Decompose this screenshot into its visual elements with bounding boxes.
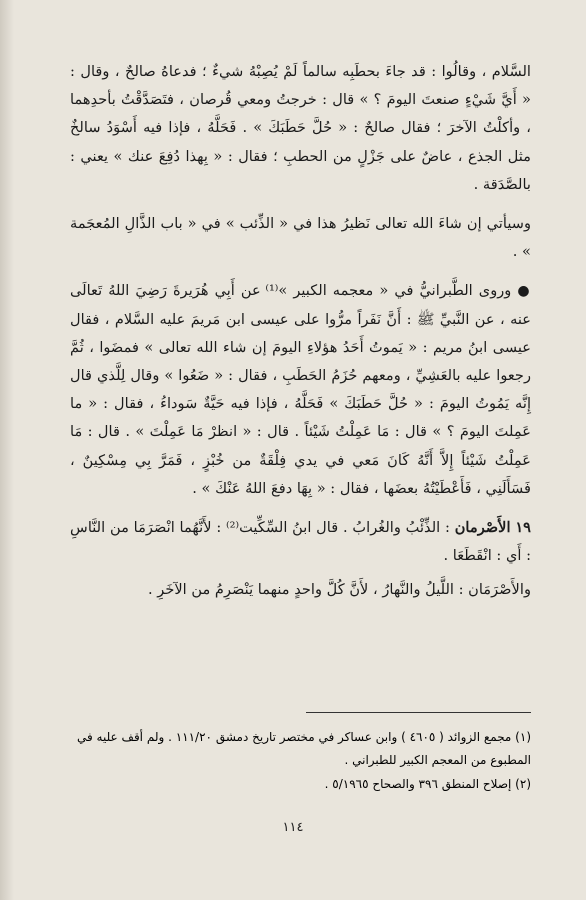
entry-text: : الذِّئْبُ والغُرابُ . قال ابنُ السِّكِّيت⁽²⁾ : لأَنَّهُما انْصَرَمَا من النَّاسِ : أَي : انْقَطَعَا .	[70, 519, 531, 565]
paragraph-1: السَّلام ، وقالُوا : قد جاءَ بحطَبِه سالماً لَمْ يُصِبْهُ شيءٌ ؛ فدعاهُ صالحٌ ، وقال : « أَيَّ شَيْءٍ صنعتَ اليومَ ؟ » قال : خرجتُ ومعي قُرصان ، فتَصَدَّقْتُ بأحدِهما ، وأكلْتُ الآخرَ ؛ فقال صالحٌ : « حُلَّ حَطَبَكَ » . فَحَلَّهُ ، فإذا فيه أَسْوَدُ سالخٌ مثل الجذع ، عاضٌ على جَزْلٍ من الحطبِ ؛ فقال : « بِهذا دُفِعَ عنك » يعني : بالصَّدَقة .	[70, 63, 531, 193]
entry-19	[70, 514, 531, 570]
paragraph-3	[70, 277, 531, 503]
footnote-divider	[306, 712, 531, 713]
paragraph-5: والأَصْرَمَان : اللَّيلُ والنَّهارُ ، لأَنَّ كُلَّ واحدٍ منهما يَنْصَرِمُ من الآخَرِ .	[148, 581, 531, 599]
footnotes	[70, 726, 531, 796]
entry-heading: الأَصْرمان	[454, 519, 511, 537]
bullet-marker: ●	[517, 283, 532, 300]
entry-number: ١٩	[515, 519, 532, 537]
paragraph-2: وسيأتي إن شاءَ الله تعالى نَظيرُ هذا في « الذِّئب » في « باب الذَّالِ المُعجَمة » .	[70, 215, 531, 261]
paragraph-3-text: وروى الطَّبرانيُّ في « معجمه الكبير »⁽¹⁾ عن أَبِي هُرَيرةَ رَضِيَ اللهُ تَعالَى عنه ، عن النَّبيِّ ﷺ : أَنَّ نَفَراً مرُّوا على عيسى ابن مَريمَ عليه السَّلام ، فقال عيسى ابنُ مريم : « يَموتُ أَحَدُ هؤلاءِ اليومَ إن شاء الله تعالى » فمضَوا ، ثُمَّ رجعوا عليه بالعَشِيِّ ، ومعهم حُزَمُ الحَطَبِ ، فقال : « ضَعُوا » وقال لِلَّذي قال إِنَّه يَمُوتُ اليومَ : « حُلَّ حَطَبَكَ » فَحَلَّهُ ، فإذا فيه حَيَّةٌ سَوداءُ ، فقال : « ما عَمِلتَ اليومَ ؟ » قال : مَا عَمِلْتُ شَيْئاً . قال : « انظرْ مَا عَمِلْتَ » . قال : مَا عَمِلْتُ شَيْئاً إِلاَّ أَنَّهُ كَانَ مَعي في يدي فِلْقَةٌ من خُبْزٍ ، فَمَرَّ بِي مِسْكِينٌ ، فَسَأَلَنِي ، فَأَعْطَيْتُهُ بعضَها ، فقال : « بِهَا دفعَ اللهُ عَنْكَ » .	[70, 282, 531, 497]
footnote-1: (١) مجمع الزوائد ( ٤٦٠٥ ) وابن عساكر في مختصر تاريخ دمشق ١١١/٢٠ . ولم أقف عليه في المطبوع من المعجم الكبير للطبراني .	[76, 730, 531, 767]
footnote-2: (٢) إصلاح المنطق ٣٩٦ والصحاح ٥/١٩٦٥ .	[324, 777, 531, 791]
page-number: ١١٤	[282, 820, 304, 835]
